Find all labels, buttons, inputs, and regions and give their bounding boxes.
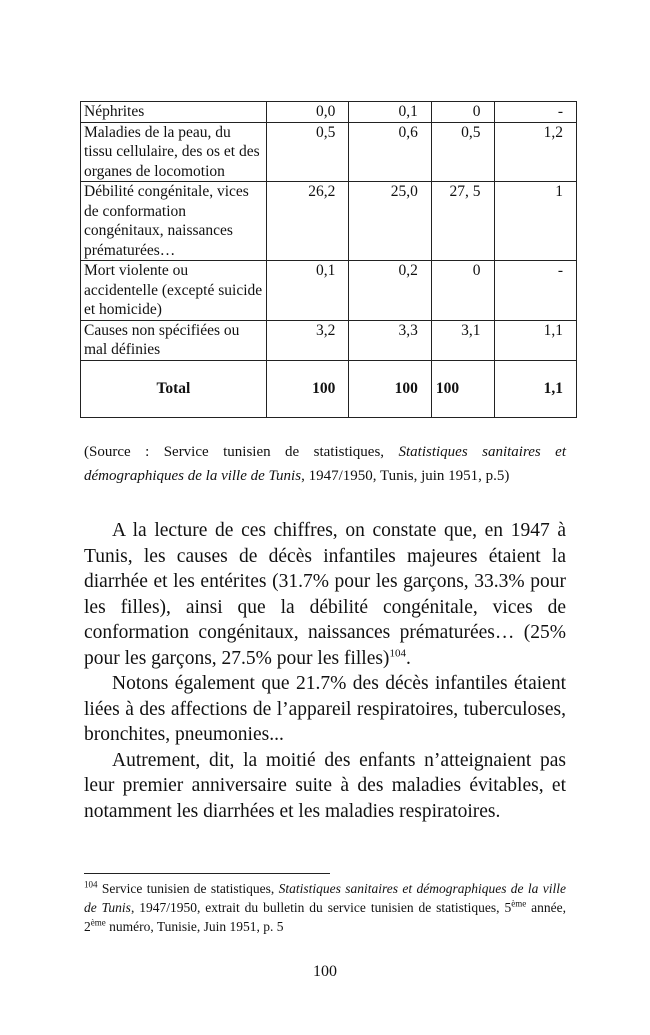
cell-value: 0,6 [349,122,432,182]
footnote-separator [84,873,330,874]
cell-value: 27, 5 [431,182,494,261]
total-value: 100 [431,360,494,417]
paragraph [84,518,566,671]
footnote-middle: , 1947/1950, extrait du bulletin du service tunisien de statistiques, 5 [130,900,512,915]
cell-value: 1 [494,182,576,261]
table-row [81,182,577,261]
source-prefix: (Source : Service tunisien de statistiques, [84,444,399,460]
footnote-title: Statistiques sanitaires et démographiques de la ville de Tunis [84,881,566,915]
total-label: Total [81,360,267,417]
paragraph-end: . [405,647,411,669]
footnote-middle2: année, 2 [84,900,566,934]
total-value: 100 [266,360,349,417]
table-row [81,122,577,182]
cell-value: 0 [431,261,494,321]
page-number: 100 [313,963,337,980]
footnote-end: numéro, Tunisie, Juin 1951, p. 5 [105,919,284,934]
paragraph: Autrement, dit, la moitié des enfants n’atteignaient pas leur premier anniversaire suite à des maladies évitables, et notamment les diarrhées et les maladies respiratoires. [84,749,566,822]
footnote-sup: ème [90,917,106,928]
cell-value: 26,2 [266,182,349,261]
total-value: 1,1 [494,360,576,417]
cell-value: 0,2 [349,261,432,321]
footnote-reference: 104 [389,647,406,659]
cell-value: 0,0 [266,102,349,123]
row-label: Mort violente ou accidentelle (excepté suicide et homicide) [81,261,267,321]
cell-value: 3,2 [266,320,349,360]
total-value: 100 [349,360,432,417]
cell-value: 0,1 [349,102,432,123]
cell-value: 1,1 [494,320,576,360]
mortality-table [80,101,577,418]
cell-value: - [494,102,576,123]
cell-value: 3,3 [349,320,432,360]
cell-value: 0,5 [431,122,494,182]
cell-value: - [494,261,576,321]
source-suffix: , 1947/1950, Tunis, juin 1951, p.5) [301,468,510,484]
body-text [84,518,566,824]
footnote-prefix: Service tunisien de statistiques, [97,881,279,896]
cell-value: 0,1 [266,261,349,321]
table-source-note [84,440,566,488]
row-label: Causes non spécifiées ou mal définies [81,320,267,360]
cell-value: 3,1 [431,320,494,360]
paragraph-text: A la lecture de ces chiffres, on constate que, en 1947 à Tunis, les causes de décès infantiles majeures étaient la diarrhée et les entérites (31.7% pour les garçons, 33.3% pour les filles), ainsi que la débilité congénitale, vices de conformation congénitaux, naissances prématurées… (25% pour les garçons, 27.5% pour les filles) [84,520,566,669]
row-label: Néphrites [81,102,267,123]
row-label: Débilité congénitale, vices de conformation congénitaux, naissances prématurées… [81,182,267,261]
table-row [81,102,577,123]
table-total-row [81,360,577,417]
paragraph: Notons également que 21.7% des décès infantiles étaient liées à des affections de l’appareil respiratoires, tuberculoses, bronchites, pneumonies... [84,673,566,745]
footnote [84,879,566,936]
row-label: Maladies de la peau, du tissu cellulaire, des os et des organes de locomotion [81,122,267,182]
cell-value: 1,2 [494,122,576,182]
cell-value: 0,5 [266,122,349,182]
footnote-number: 104 [84,879,98,890]
cell-value: 0 [431,102,494,123]
source-title: Statistiques sanitaires et démographiques de la ville de Tunis [84,444,566,484]
table-row [81,261,577,321]
cell-value: 25,0 [349,182,432,261]
footnote-sup: ème [511,898,527,909]
table-row [81,320,577,360]
